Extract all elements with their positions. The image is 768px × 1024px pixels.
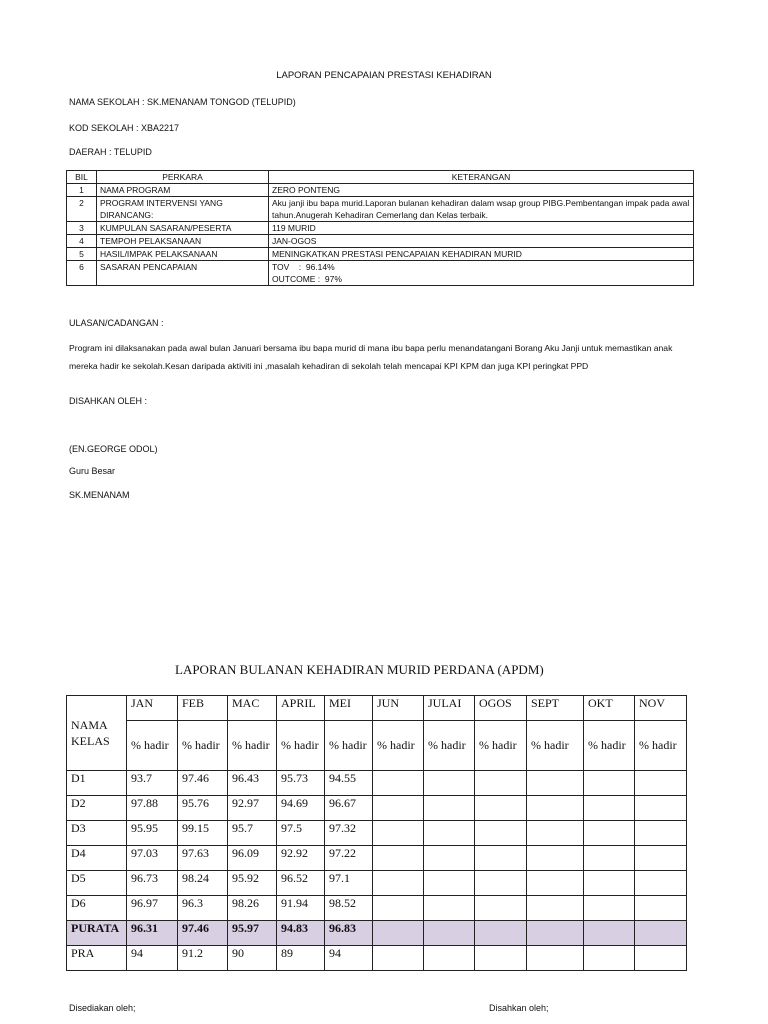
attendance-value [373, 921, 424, 946]
average-row [67, 921, 687, 946]
attendance-value: 96.83 [325, 921, 373, 946]
attendance-value: 99.15 [178, 821, 228, 846]
percent-hadir-header: % hadir [325, 721, 373, 771]
month-header-row [67, 696, 687, 721]
attendance-value [527, 771, 584, 796]
ulasan-heading: ULASAN/CADANGAN : [69, 318, 164, 328]
attendance-value: 95.92 [228, 871, 277, 896]
row-perkara: NAMA PROGRAM [97, 184, 269, 197]
month-header: MEI [325, 696, 373, 721]
attendance-value [424, 871, 475, 896]
attendance-value [475, 921, 527, 946]
row-perkara: TEMPOH PELAKSANAAN [97, 235, 269, 248]
attendance-value: 94.83 [277, 921, 325, 946]
row-keterangan [269, 261, 694, 286]
row-bil: 5 [67, 248, 97, 261]
percent-hadir-header: % hadir [424, 721, 475, 771]
row-perkara: HASIL/IMPAK PELAKSANAAN [97, 248, 269, 261]
attendance-value [475, 771, 527, 796]
table-row [67, 896, 687, 921]
table-row [67, 248, 694, 261]
attendance-value: 98.26 [228, 896, 277, 921]
row-bil: 4 [67, 235, 97, 248]
attendance-value [475, 846, 527, 871]
table-row [67, 261, 694, 286]
attendance-value: 97.63 [178, 846, 228, 871]
program-table [66, 170, 694, 286]
program-table-header [67, 171, 694, 184]
percent-hadir-header: % hadir [277, 721, 325, 771]
attendance-value [527, 796, 584, 821]
attendance-value [373, 871, 424, 896]
attendance-value [584, 771, 635, 796]
row-perkara: SASARAN PENCAPAIAN [97, 261, 269, 286]
class-name: D1 [67, 771, 127, 796]
class-name: D2 [67, 796, 127, 821]
month-header: JUN [373, 696, 424, 721]
row-bil: 3 [67, 222, 97, 235]
attendance-value [424, 921, 475, 946]
attendance-value [527, 821, 584, 846]
percent-hadir-header: % hadir [178, 721, 228, 771]
class-name: D5 [67, 871, 127, 896]
attendance-value [475, 821, 527, 846]
attendance-value: 95.97 [228, 921, 277, 946]
attendance-value: 95.73 [277, 771, 325, 796]
month-header: MAC [228, 696, 277, 721]
attendance-value [635, 896, 687, 921]
attendance-value [635, 796, 687, 821]
school-name: NAMA SEKOLAH : SK.MENANAM TONGOD (TELUPID) [69, 97, 296, 107]
month-header: NOV [635, 696, 687, 721]
percent-hadir-header: % hadir [635, 721, 687, 771]
attendance-value: 96.97 [127, 896, 178, 921]
attendance-value [527, 846, 584, 871]
attendance-value: 94.69 [277, 796, 325, 821]
table-row [67, 946, 687, 971]
school-code: KOD SEKOLAH : XBA2217 [69, 123, 180, 133]
row-bil: 1 [67, 184, 97, 197]
header-perkara: PERKARA [97, 171, 269, 184]
header-keterangan: KETERANGAN [269, 171, 694, 184]
attendance-value [424, 846, 475, 871]
attendance-value [635, 921, 687, 946]
district: DAERAH : TELUPID [69, 147, 152, 157]
attendance-value: 97.46 [178, 921, 228, 946]
attendance-value: 91.2 [178, 946, 228, 971]
attendance-value [527, 946, 584, 971]
table-row [67, 222, 694, 235]
attendance-value [584, 796, 635, 821]
row-keterangan: MENINGKATKAN PRESTASI PENCAPAIAN KEHADIRAN MURID [269, 248, 694, 261]
attendance-value: 97.03 [127, 846, 178, 871]
attendance-value: 97.32 [325, 821, 373, 846]
percent-hadir-header: % hadir [475, 721, 527, 771]
table-row [67, 846, 687, 871]
attendance-value: 93.7 [127, 771, 178, 796]
attendance-value: 94 [127, 946, 178, 971]
row-keterangan: 119 MURID [269, 222, 694, 235]
month-header: FEB [178, 696, 228, 721]
outcome-value: OUTCOME : 97% [272, 274, 342, 284]
ulasan-paragraph: Program ini dilaksanakan pada awal bulan Januari bersama ibu bapa murid di mana ibu bapa perlu menandatangani Borang Aku Janji untuk memastikan anak mereka hadir ke sekolah.Kesan daripada aktiviti ini ,masalah kehadiran di sekolah telah mencapai KPI KPM dan juga KPI peringkat PPD [69, 343, 673, 371]
row-keterangan: Aku janji ibu bapa murid.Laporan bulanan kehadiran dalam wsap group PIBG.Pembentangan impak pada awal tahun.Anugerah Kehadiran Cemerlang dan Kelas terbaik. [269, 197, 694, 222]
attendance-value [373, 846, 424, 871]
attendance-value: 97.5 [277, 821, 325, 846]
class-name: PRA [67, 946, 127, 971]
attendance-value [527, 921, 584, 946]
row-perkara: PROGRAM INTERVENSI YANG DIRANCANG: [97, 197, 269, 222]
row-keterangan: JAN-OGOS [269, 235, 694, 248]
class-name: D3 [67, 821, 127, 846]
attendance-value [373, 771, 424, 796]
attendance-value: 91.94 [277, 896, 325, 921]
row-perkara: KUMPULAN SASARAN/PESERTA [97, 222, 269, 235]
percent-hadir-header: % hadir [527, 721, 584, 771]
attendance-value: 96.67 [325, 796, 373, 821]
attendance-value [424, 896, 475, 921]
attendance-value: 96.3 [178, 896, 228, 921]
tov-value: TOV : 96.14% [272, 262, 335, 272]
class-name-header [67, 696, 127, 771]
attendance-value [527, 871, 584, 896]
signatory-name: (EN.GEORGE ODOL) [69, 444, 158, 454]
attendance-value [424, 946, 475, 971]
signatory-school: SK.MENANAM [69, 490, 130, 500]
month-header: OKT [584, 696, 635, 721]
attendance-value: 92.97 [228, 796, 277, 821]
disahkan-label: DISAHKAN OLEH : [69, 396, 148, 406]
month-header: JULAI [424, 696, 475, 721]
attendance-value: 96.09 [228, 846, 277, 871]
attendance-value: 97.22 [325, 846, 373, 871]
month-header: JAN [127, 696, 178, 721]
class-name-header-line1: NAMA [71, 718, 108, 732]
attendance-value [584, 821, 635, 846]
attendance-value: 96.43 [228, 771, 277, 796]
approved-by-label: Disahkan oleh; [489, 1003, 549, 1013]
attendance-value: 95.76 [178, 796, 228, 821]
attendance-value: 94.55 [325, 771, 373, 796]
class-name: PURATA [67, 921, 127, 946]
attendance-value [584, 921, 635, 946]
table-row [67, 796, 687, 821]
attendance-value: 98.24 [178, 871, 228, 896]
report-title: LAPORAN PENCAPAIAN PRESTASI KEHADIRAN [276, 70, 492, 81]
attendance-value: 96.52 [277, 871, 325, 896]
attendance-value: 97.46 [178, 771, 228, 796]
attendance-value: 90 [228, 946, 277, 971]
attendance-value: 94 [325, 946, 373, 971]
class-name: D6 [67, 896, 127, 921]
attendance-value [373, 821, 424, 846]
month-header: APRIL [277, 696, 325, 721]
attendance-value [635, 846, 687, 871]
attendance-value [475, 946, 527, 971]
table-row [67, 197, 694, 222]
class-name-header-line2: KELAS [71, 734, 110, 748]
month-header: SEPT [527, 696, 584, 721]
attendance-value [584, 896, 635, 921]
attendance-value: 92.92 [277, 846, 325, 871]
attendance-value: 98.52 [325, 896, 373, 921]
prepared-by-label: Disediakan oleh; [69, 1003, 136, 1013]
attendance-value [424, 771, 475, 796]
attendance-value [373, 796, 424, 821]
attendance-value: 89 [277, 946, 325, 971]
percent-hadir-header: % hadir [228, 721, 277, 771]
subheader-row [67, 721, 687, 771]
row-bil: 6 [67, 261, 97, 286]
signatory-role: Guru Besar [69, 466, 116, 476]
table-row [67, 771, 687, 796]
attendance-value: 96.73 [127, 871, 178, 896]
attendance-value: 97.1 [325, 871, 373, 896]
attendance-value [424, 796, 475, 821]
percent-hadir-header: % hadir [584, 721, 635, 771]
attendance-value [475, 896, 527, 921]
attendance-value [475, 871, 527, 896]
table-row [67, 184, 694, 197]
attendance-value: 96.31 [127, 921, 178, 946]
attendance-value [635, 771, 687, 796]
attendance-value [584, 871, 635, 896]
attendance-value [635, 946, 687, 971]
month-header: OGOS [475, 696, 527, 721]
row-keterangan: ZERO PONTENG [269, 184, 694, 197]
attendance-table [66, 695, 687, 971]
percent-hadir-header: % hadir [373, 721, 424, 771]
attendance-value [584, 946, 635, 971]
attendance-value: 97.88 [127, 796, 178, 821]
header-bil: BIL [67, 171, 97, 184]
class-name: D4 [67, 846, 127, 871]
attendance-value [527, 896, 584, 921]
table-row [67, 235, 694, 248]
attendance-value [373, 896, 424, 921]
attendance-value [635, 821, 687, 846]
attendance-value [373, 946, 424, 971]
percent-hadir-header: % hadir [127, 721, 178, 771]
attendance-value [424, 821, 475, 846]
table-row [67, 821, 687, 846]
attendance-value [475, 796, 527, 821]
attendance-table-title: LAPORAN BULANAN KEHADIRAN MURID PERDANA (APDM) [175, 662, 544, 677]
attendance-value [584, 846, 635, 871]
row-bil: 2 [67, 197, 97, 222]
table-row [67, 871, 687, 896]
attendance-value: 95.95 [127, 821, 178, 846]
attendance-value [635, 871, 687, 896]
attendance-value: 95.7 [228, 821, 277, 846]
